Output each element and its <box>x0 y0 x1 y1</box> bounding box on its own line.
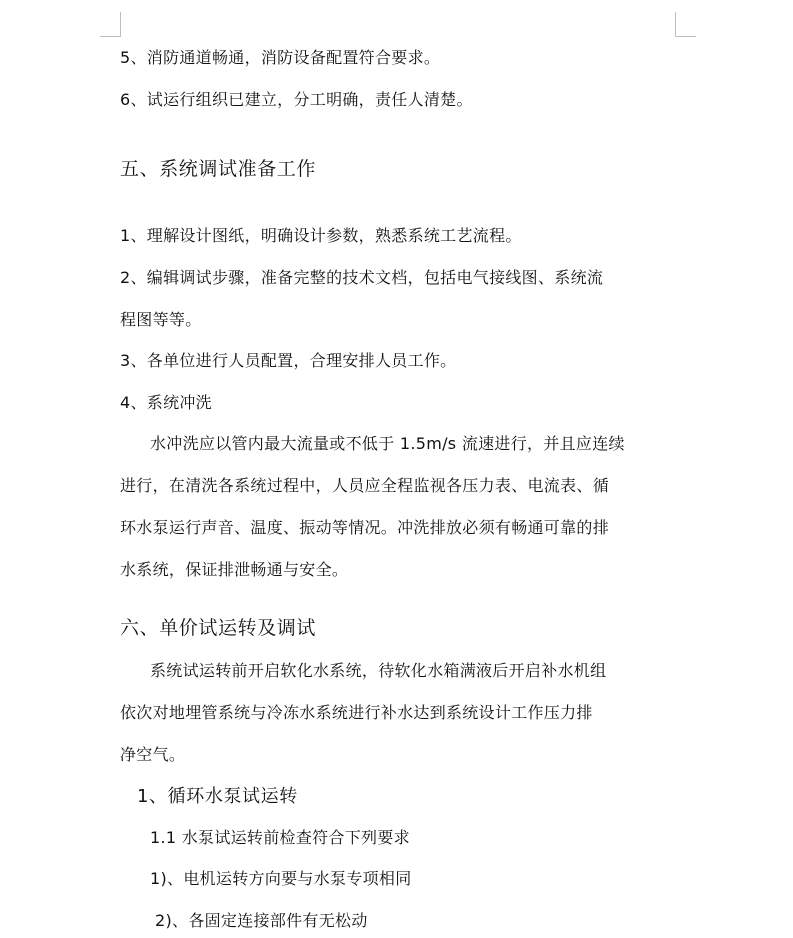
paragraph-line: 水系统，保证排泄畅通与安全。 <box>120 560 349 579</box>
paragraph-line: 2)、各固定连接部件有无松动 <box>155 911 368 930</box>
paragraph-line: 6、试运行组织已建立，分工明确，责任人清楚。 <box>120 90 473 109</box>
section-heading-5: 五、系统调试准备工作 <box>120 158 317 180</box>
crop-mark-top-right <box>675 12 696 37</box>
crop-mark-top-left <box>100 12 121 37</box>
paragraph-line: 进行，在清洗各系统过程中，人员应全程监视各压力表、电流表、循 <box>120 476 610 495</box>
paragraph-line: 1、理解设计图纸，明确设计参数，熟悉系统工艺流程。 <box>120 226 522 245</box>
paragraph-line: 水冲洗应以管内最大流量或不低于 1.5m/s 流速进行，并且应连续 <box>150 434 625 453</box>
paragraph-line: 1)、电机运转方向要与水泵专项相同 <box>150 869 412 888</box>
paragraph-line: 4、系统冲洗 <box>120 393 212 412</box>
paragraph-line: 程图等等。 <box>120 310 202 329</box>
paragraph-line: 环水泵运行声音、温度、振动等情况。冲洗排放必须有畅通可靠的排 <box>120 518 610 537</box>
paragraph-line: 依次对地埋管系统与冷冻水系统进行补水达到系统设计工作压力排 <box>120 703 593 722</box>
paragraph-line: 3、各单位进行人员配置，合理安排人员工作。 <box>120 351 457 370</box>
subsection-heading: 1、循环水泵试运转 <box>137 786 298 807</box>
paragraph-line: 净空气。 <box>120 745 186 764</box>
section-heading-6: 六、单价试运转及调试 <box>120 617 317 639</box>
paragraph-line: 5、消防通道畅通，消防设备配置符合要求。 <box>120 48 441 67</box>
paragraph-line: 2、编辑调试步骤，准备完整的技术文档，包括电气接线图、系统流 <box>120 268 604 287</box>
paragraph-line: 1.1 水泵试运转前检查符合下列要求 <box>150 828 410 847</box>
paragraph-line: 系统试运转前开启软化水系统，待软化水箱满液后开启补水机组 <box>150 661 607 680</box>
